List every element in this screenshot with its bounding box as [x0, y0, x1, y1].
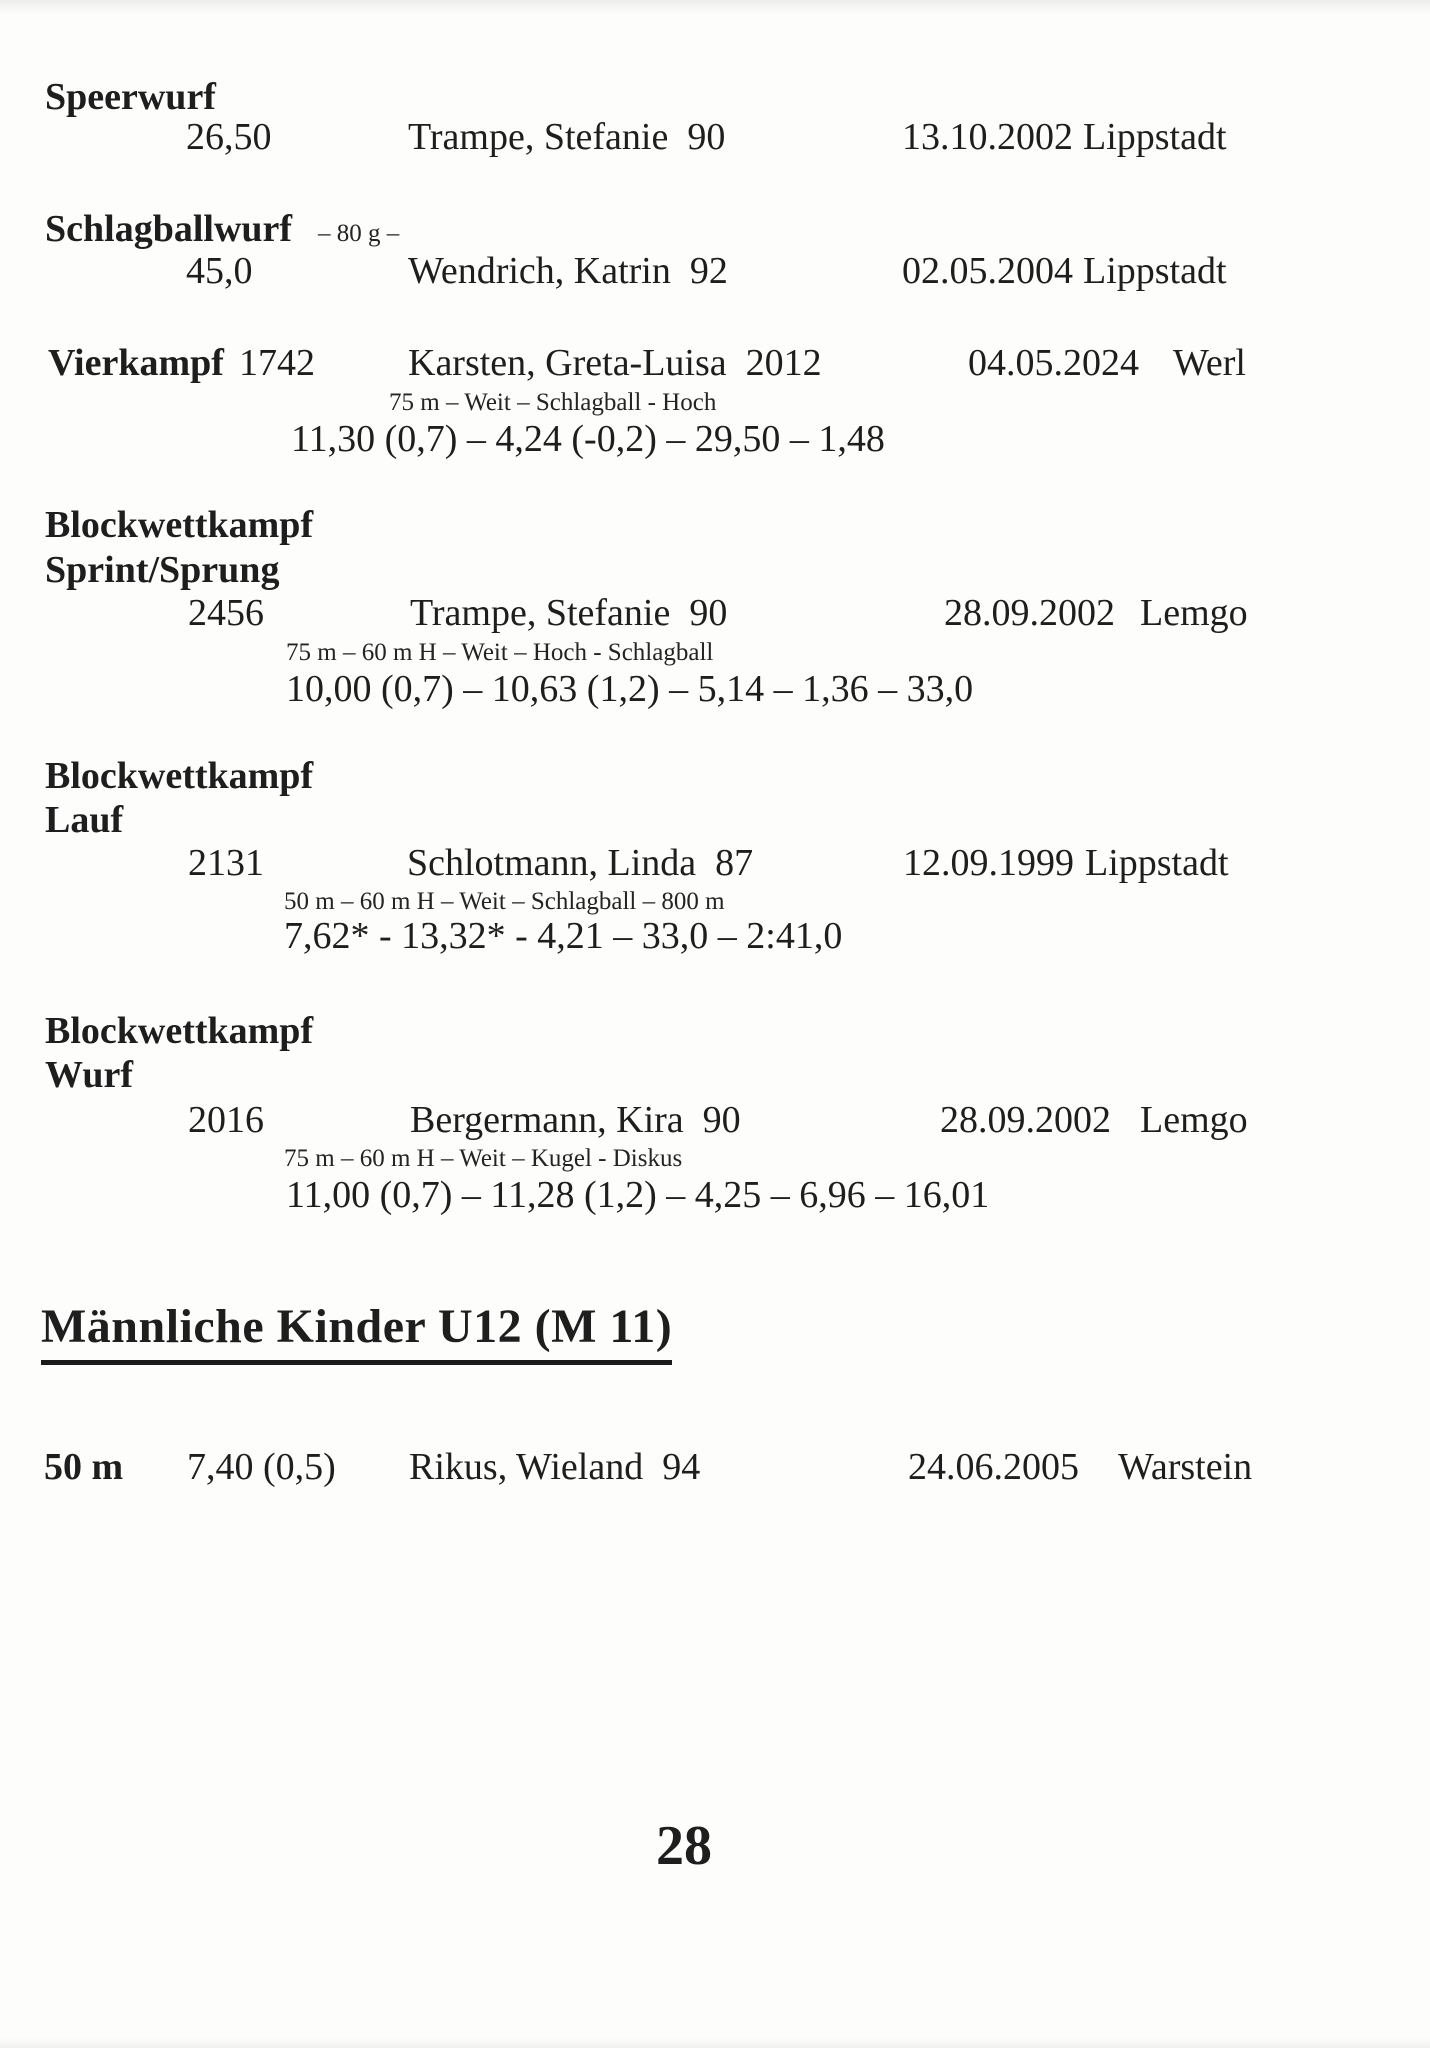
- event-title: Vierkampf: [48, 342, 224, 384]
- record-date: 12.09.1999: [903, 842, 1074, 884]
- performance-value: 2016: [188, 1099, 264, 1141]
- results-line: 11,00 (0,7) – 11,28 (1,2) – 4,25 – 6,96 – 16,01: [286, 1174, 990, 1216]
- record-location: Lemgo: [1140, 592, 1248, 634]
- event-title: Speerwurf: [45, 76, 216, 118]
- athlete-name: Wendrich, Katrin 92: [408, 250, 728, 292]
- results-line: 11,30 (0,7) – 4,24 (-0,2) – 29,50 – 1,48: [291, 418, 885, 460]
- event-title: Blockwettkampf: [45, 1010, 314, 1052]
- athlete-name: Trampe, Stefanie 90: [410, 592, 728, 634]
- results-line: 10,00 (0,7) – 10,63 (1,2) – 5,14 – 1,36 – 33,0: [286, 668, 974, 710]
- record-location: Werl: [1173, 342, 1246, 384]
- athlete-name: Trampe, Stefanie 90: [408, 116, 726, 158]
- athlete-name: Rikus, Wieland 94: [409, 1446, 701, 1488]
- results-line: 7,62* - 13,32* - 4,21 – 33,0 – 2:41,0: [284, 915, 843, 957]
- record-date: 02.05.2004: [902, 250, 1073, 292]
- athlete-name: Karsten, Greta-Luisa 2012: [408, 342, 822, 384]
- record-date: 28.09.2002: [940, 1099, 1111, 1141]
- disciplines-note: 75 m – 60 m H – Weit – Kugel - Diskus: [284, 1145, 683, 1172]
- performance-value: 7,40 (0,5): [187, 1446, 336, 1488]
- event-subtitle: Sprint/Sprung: [45, 549, 280, 591]
- performance-value: 2131: [188, 842, 264, 884]
- event-title: 50 m: [44, 1446, 124, 1488]
- event-subtitle: Lauf: [45, 799, 124, 841]
- record-location: Lippstadt: [1085, 842, 1229, 884]
- performance-value: 45,0: [186, 250, 253, 292]
- event-title: Blockwettkampf: [45, 755, 314, 797]
- athlete-name: Bergermann, Kira 90: [410, 1099, 741, 1141]
- event-title: Blockwettkampf: [45, 504, 314, 546]
- performance-value: 1742: [239, 342, 315, 384]
- performance-value: 2456: [188, 592, 264, 634]
- section-heading: Männliche Kinder U12 (M 11): [41, 1303, 672, 1365]
- disciplines-note: 75 m – 60 m H – Weit – Hoch - Schlagball: [286, 639, 714, 666]
- event-title: Schlagballwurf: [45, 208, 293, 250]
- record-date: 28.09.2002: [944, 592, 1115, 634]
- record-location: Lippstadt: [1083, 250, 1227, 292]
- performance-value: 26,50: [186, 116, 272, 158]
- disciplines-note: 75 m – Weit – Schlagball - Hoch: [389, 389, 717, 416]
- disciplines-note: 50 m – 60 m H – Weit – Schlagball – 800 m: [284, 888, 725, 915]
- event-weight-note: – 80 g –: [318, 220, 400, 247]
- record-date: 13.10.2002: [902, 116, 1073, 158]
- record-date: 24.06.2005: [908, 1446, 1079, 1488]
- page-number: 28: [656, 1815, 712, 1877]
- record-date: 04.05.2024: [968, 342, 1139, 384]
- record-location: Warstein: [1118, 1446, 1253, 1488]
- record-location: Lemgo: [1140, 1099, 1248, 1141]
- event-subtitle: Wurf: [45, 1054, 133, 1096]
- athlete-name: Schlotmann, Linda 87: [407, 842, 754, 884]
- record-location: Lippstadt: [1083, 116, 1227, 158]
